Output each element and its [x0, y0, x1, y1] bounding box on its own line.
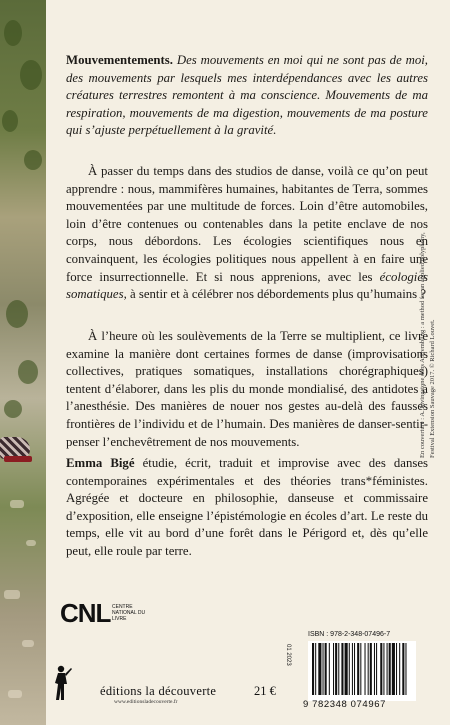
barcode-bar: [357, 643, 359, 695]
barcode-bar: [405, 643, 406, 695]
barcode-bar: [323, 643, 324, 695]
barcode-bar: [392, 643, 395, 695]
paragraph-1-emphasis: écologies somatiques: [66, 269, 428, 302]
barcode-bar: [376, 643, 377, 695]
cnl-logo-mark: CNL: [60, 598, 111, 628]
barcode-bar: [399, 643, 400, 695]
barcode-bar: [380, 643, 382, 695]
cnl-logo-subtitle: CENTRE NATIONAL DU LIVRE: [112, 604, 146, 622]
paragraph-1-text-b: , à sentir et à célébrer nos débordements plus qu’humains ?: [123, 287, 427, 302]
credits-line-2: Festival Extension Sauvage 2017. © Richard Louvet.: [429, 319, 436, 458]
barcode-bar: [374, 643, 375, 695]
paragraph-1: [66, 163, 428, 304]
cover-credits: [418, 198, 438, 458]
cnl-logo: [60, 598, 146, 638]
barcode-bar: [402, 643, 404, 695]
barcode-bar: [318, 643, 321, 695]
intro-italic-text: Des mouvements en moi qui ne sont pas de moi, des mouvements par lesquels mes interdépendances avec les autres créatures terrestres remontent à ma conscience. Mouvements de ma respiration, mouvements de ma digestion, mouvements de ma posture qui s’ajuste perpétuellement à la gravité.: [66, 53, 428, 138]
barcode-bar: [368, 643, 369, 695]
paragraph-1-text-a: À passer du temps dans des studios de danse, voilà ce qu’on peut apprendre : nous, mammifères humaines, habitantes de Terra, sommes mouvementées par une multitude de forces. Loin d’être automobiles, loin d’être contenues ou contenables dans la petite enclave de nos corps, nous débordons. Les écologies scientifiques nous en convainquent, les écologies politiques nous appellent à en faire une force insurrectionnelle. Et si nous apprenions, avec les: [66, 164, 428, 284]
isbn-label: ISBN : 978-2-348-07496-7: [308, 631, 391, 638]
price: 21 €: [254, 684, 276, 698]
date-code: 01 2023: [285, 644, 291, 666]
barcode-bar: [349, 643, 350, 695]
author-bio: [66, 455, 428, 561]
barcode-bar: [312, 643, 314, 695]
paragraph-2: À l’heure où les soulèvements de la Terre se multiplient, ce livre examine la manière dont certaines formes de danse (improvisations collectives, pratiques somatiques, installations chorégraphiques) tentent d’élaborer, dans les plis du monde mondialisé, des antidotes à l’anesthésie. Des manières de nouer nos gestes au-delà des fausses frontières de l’individu et de l’humain. Des manières de danser-sentir-penser l’enchevêtrement de nos mouvements.: [66, 329, 428, 449]
barcode-bar: [338, 643, 339, 695]
barcode-bar: [370, 643, 372, 695]
publisher-figure-icon: [52, 664, 72, 704]
barcode-bar: [389, 643, 391, 695]
author-bio-text: étudie, écrit, traduit et improvise avec des danses contemporaines expérimentales et des théories trans*féministes. Agrégée et docteure en philosophie, danseuse et commissaire d’exposition, elle enseigne l’épistémologie en écoles d’art. Le reste du temps, elle vit au bord d’une forêt dans le Périgord et, dès qu’elle peut, elle roule par terre.: [66, 456, 428, 558]
barcode-bar: [329, 643, 330, 695]
cover-photo-strip: [0, 0, 46, 725]
barcode-bar: [383, 643, 384, 695]
intro-lead: Mouvementements.: [66, 53, 173, 67]
barcode-bar: [315, 643, 316, 695]
publisher-name: éditions la découverte: [100, 684, 217, 698]
author-name: Emma Bigé: [66, 456, 135, 470]
barcode-bar: [354, 643, 355, 695]
barcode-bar: [352, 643, 353, 695]
barcode-digits: 9 782348 074967: [303, 699, 386, 710]
barcode-bar: [335, 643, 337, 695]
barcode-bar: [341, 643, 343, 695]
barcode-bar: [345, 643, 348, 695]
barcode-bar: [333, 643, 334, 695]
barcode-bar: [325, 643, 327, 695]
barcode-bar: [365, 643, 366, 695]
credits-line-1: En couverture : A. Livingstone dans A Trembling : a method for an applied polyphony,: [419, 232, 426, 458]
barcode: [308, 641, 416, 701]
back-cover-page: [46, 0, 450, 725]
intro-paragraph: [66, 52, 428, 140]
barcode-bar: [387, 643, 388, 695]
barcode-bar: [396, 643, 397, 695]
publisher-url: www.editionsladecouverte.fr: [114, 699, 178, 705]
barcode-bar: [360, 643, 361, 695]
